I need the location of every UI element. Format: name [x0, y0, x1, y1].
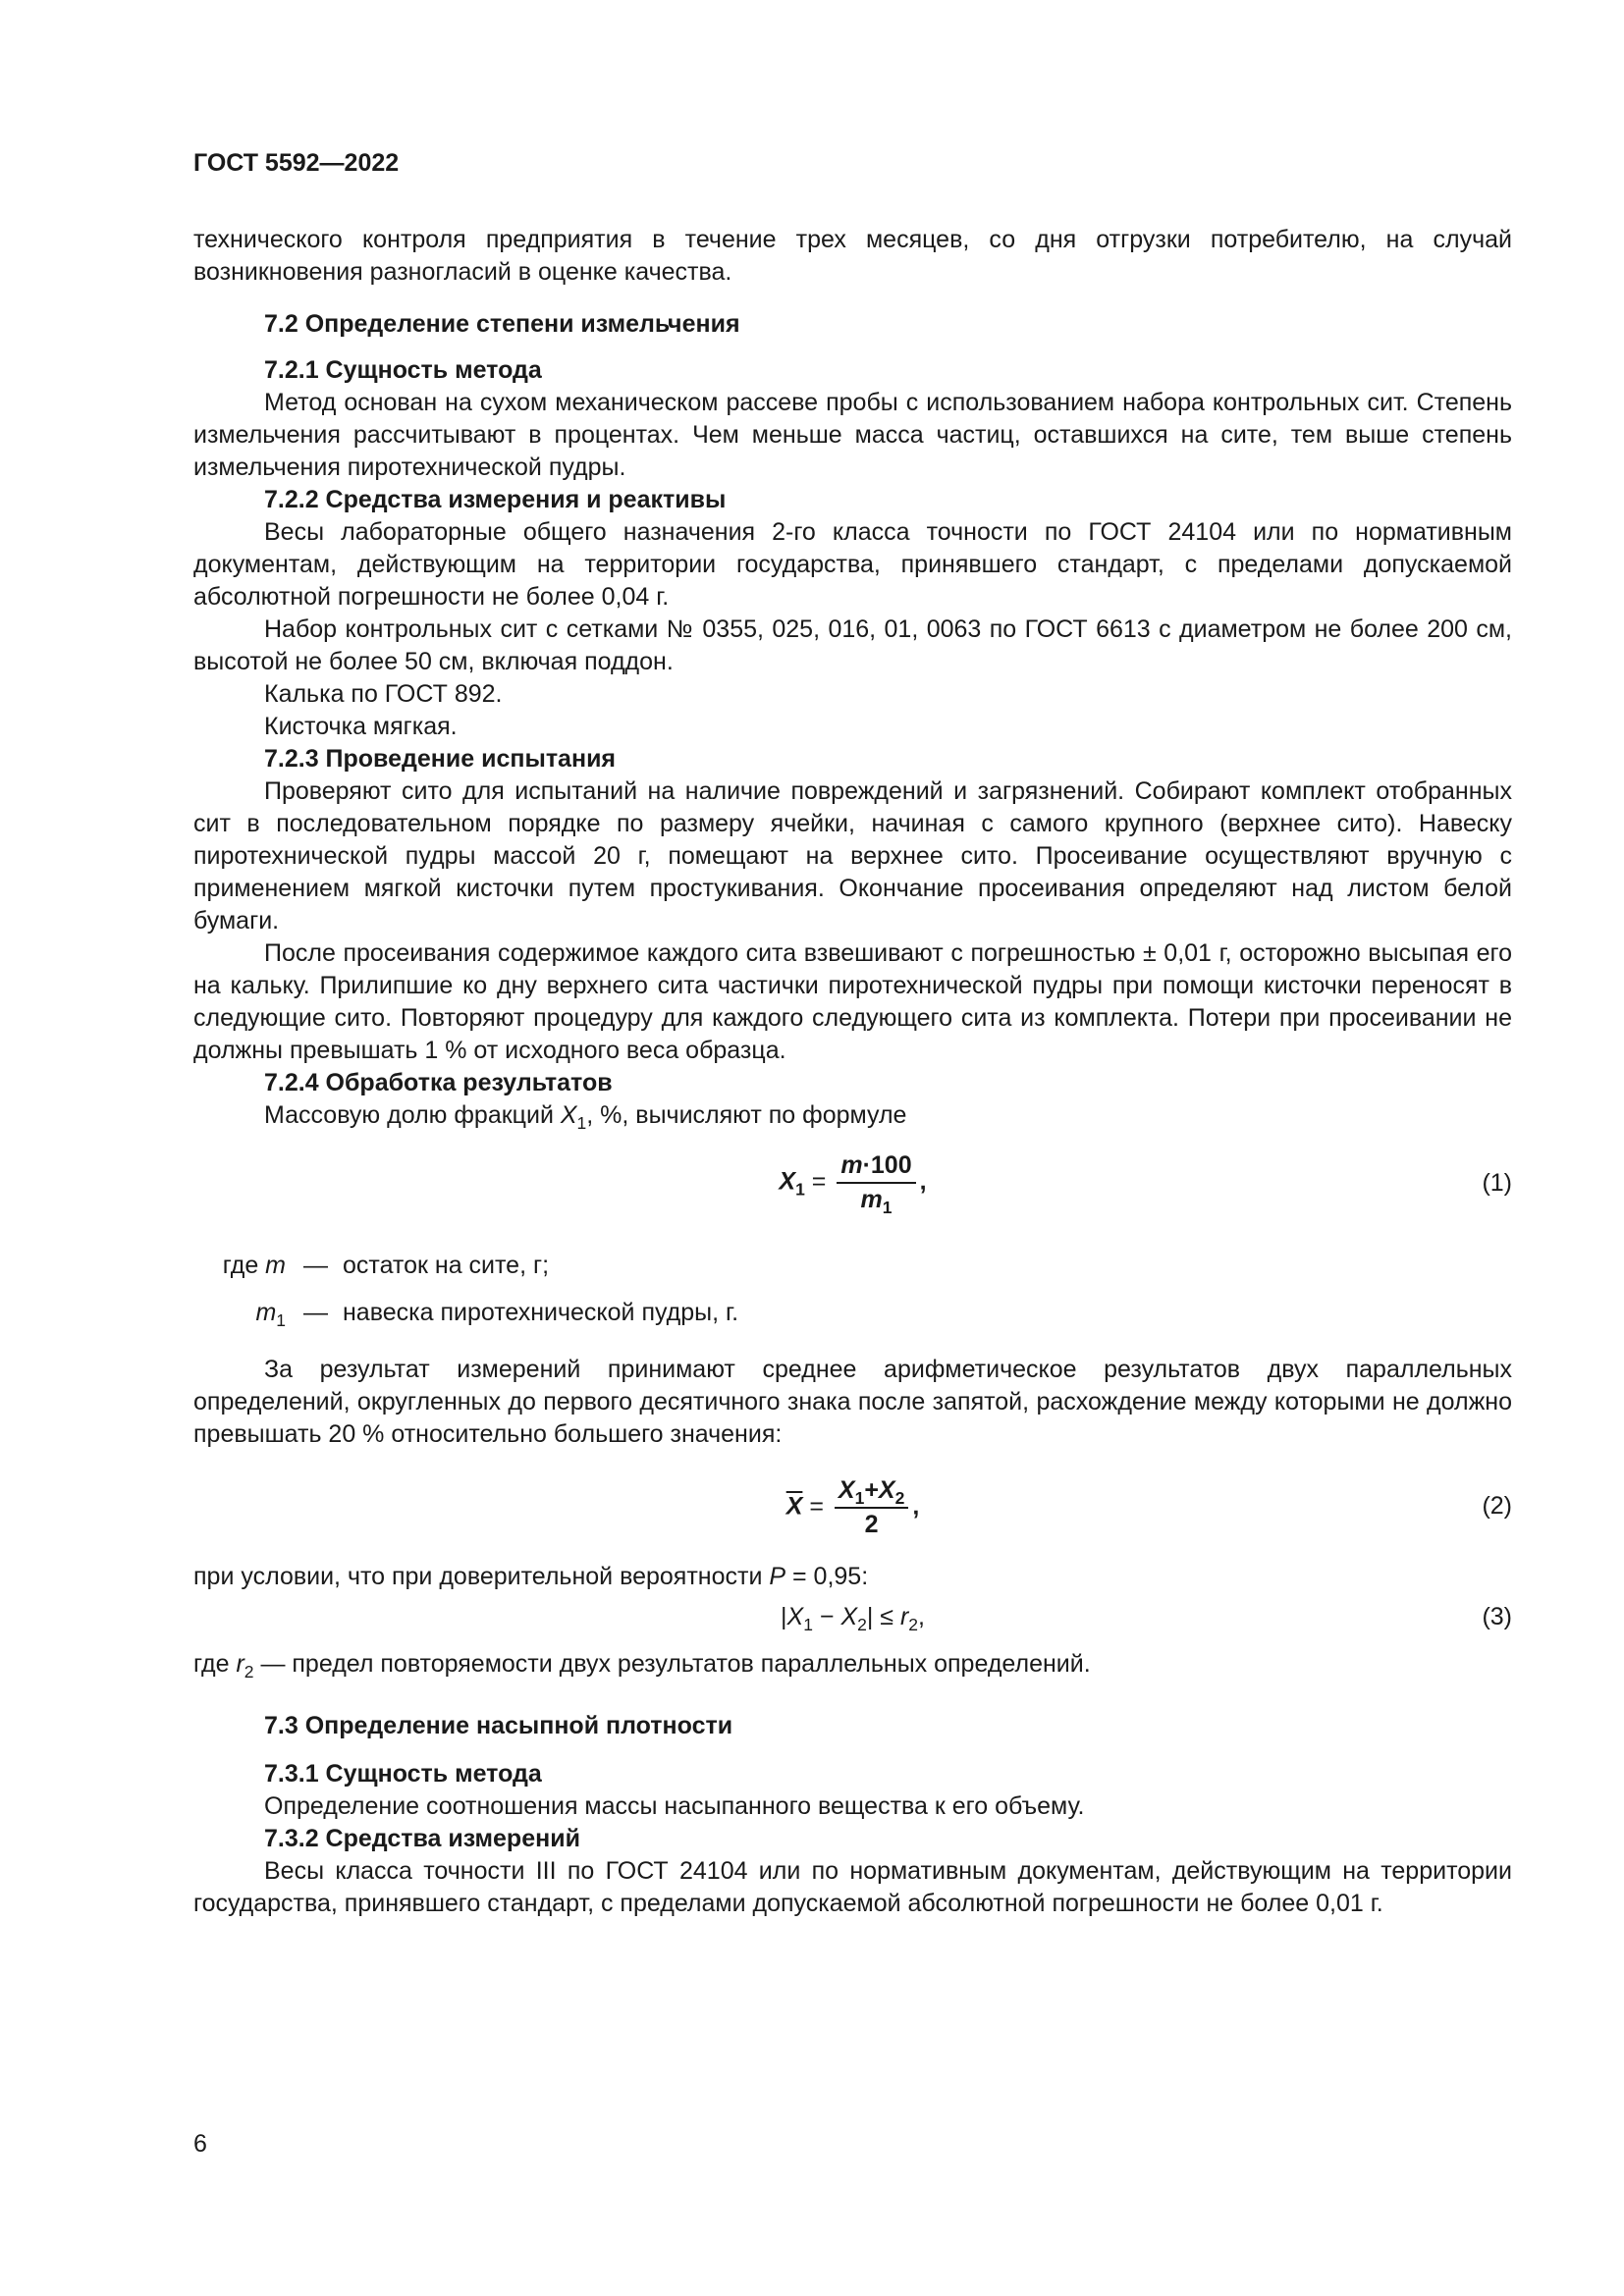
formula-1 — [193, 1132, 1512, 1234]
paragraph-7-2-2-scales: Весы лабораторные общего назначения 2-го класса точности по ГОСТ 24104 или по нормативным документам, действующим на территории государства, принявшего стандарт, с пределами допускаемой абсолютной погрешности не более 0,04 г. — [193, 518, 1512, 611]
subsection-heading-7-2-1: 7.2.1 Сущность метода — [264, 356, 542, 384]
subsection-heading-7-2-4: 7.2.4 Обработка результатов — [264, 1069, 613, 1096]
paragraph-7-2-1: Метод основан на сухом механическом рассеве пробы с использованием набора контрольных сит. Степень измельчения рассчитывают в процентах. Чем меньше масса частиц, оставшихся на сите, тем выше степень измельчения пиротехнической пудры. — [193, 389, 1512, 481]
formula-1-definitions — [193, 1242, 1512, 1336]
document-body — [193, 224, 1512, 1920]
formula-3 — [193, 1593, 1512, 1648]
page-number: 6 — [193, 2130, 207, 2158]
document-header: ГОСТ 5592—2022 — [193, 149, 400, 177]
formula-3-expression: $|X_1 - X_2| \le r_2$, — [781, 1603, 925, 1634]
section-heading-7-2: 7.2 Определение степени измельчения — [264, 310, 740, 338]
paragraph-condition: при условии, что при доверительной вероятности P = 0,95: — [193, 1563, 869, 1590]
paragraph-7-2-3-weighing: После просеивания содержимое каждого сита взвешивают с погрешностью ± 0,01 г, осторожно высыпая его на кальку. Прилипшие ко дну верхнего сита частички пиротехнической пудры при помощи кисточки переносят в следующие сито. Повторяют процедуру для каждого следующего сита из комплекта. Потери при просеивании не должны превышать 1 % от исходного веса образца. — [193, 939, 1512, 1064]
paragraph-7-2-4-formula-intro: Массовую долю фракций $X_1$, %, вычисляют по формуле — [264, 1101, 907, 1133]
paragraph-7-3-1: Определение соотношения массы насыпанного вещества к его объему. — [264, 1792, 1085, 1820]
definition-row: где m — остаток на сите, г; — [222, 1251, 550, 1279]
paragraph-7-2-2-brush: Кисточка мягкая. — [264, 713, 458, 740]
formula-2-expression: $\overline{X}$ = $\frac{X_1+X_2}{2}$ , — [193, 1474, 1512, 1541]
formula-2 — [193, 1451, 1512, 1561]
paragraph-7-2-2-tracing-paper: Калька по ГОСТ 892. — [264, 680, 503, 708]
subsection-heading-7-2-2: 7.2.2 Средства измерения и реактивы — [264, 486, 727, 513]
paragraph-r2-definition: где $r_2$ — предел повторяемости двух результатов параллельных определений. — [193, 1650, 1091, 1682]
formula-2-number: (2) — [1482, 1492, 1512, 1520]
subsection-heading-7-2-3: 7.2.3 Проведение испытания — [264, 745, 617, 773]
paragraph-7-3-2: Весы класса точности III по ГОСТ 24104 или по нормативным документам, действующим на территории государства, принявшего стандарт, с пределами допускаемой абсолютной погрешности не более 0,01 г. — [193, 1857, 1512, 1917]
subsection-heading-7-3-1: 7.3.1 Сущность метода — [264, 1760, 542, 1788]
definition-row: $m_1$ — навеска пиротехнической пудры, г. — [255, 1298, 739, 1330]
paragraph-mean-result: За результат измерений принимают среднее арифметическое результатов двух параллельных определений, округленных до первого десятичного знака после запятой, расхождение между которыми не должно превышать 20 % относительно большего значения: — [193, 1356, 1512, 1448]
paragraph-intro: технического контроля предприятия в течение трех месяцев, со дня отгрузки потребителю, на случай возникновения разногласий в оценке качества. — [193, 226, 1512, 286]
formula-3-number: (3) — [1482, 1603, 1512, 1630]
formula-1-number: (1) — [1482, 1169, 1512, 1197]
section-heading-7-3: 7.3 Определение насыпной плотности — [264, 1712, 733, 1739]
paragraph-7-2-2-sieves: Набор контрольных сит с сетками № 0355, 025, 016, 01, 0063 по ГОСТ 6613 с диаметром не более 200 см, высотой не более 50 см, включая поддон. — [193, 615, 1512, 675]
paragraph-7-2-3-procedure: Проверяют сито для испытаний на наличие повреждений и загрязнений. Собирают комплект отобранных сит в последовательном порядке по размеру ячейки, начиная с самого крупного (верхнее сито). Навеску пиротехнической пудры массой 20 г, помещают на верхнее сито. Просеивание осуществляют вручную с применением мягкой кисточки путем простукивания. Окончание просеивания определяют над листом белой бумаги. — [193, 777, 1512, 934]
formula-2-fraction: $\frac{X_1+X_2}{2}$ — [835, 1474, 908, 1541]
subsection-heading-7-3-2: 7.3.2 Средства измерений — [264, 1825, 580, 1852]
formula-1-fraction: $\frac{m\cdot 100}{m_1}$ — [837, 1149, 915, 1216]
formula-1-expression: $X_1$ = $\frac{m\cdot 100}{m_1}$ , — [779, 1151, 927, 1217]
